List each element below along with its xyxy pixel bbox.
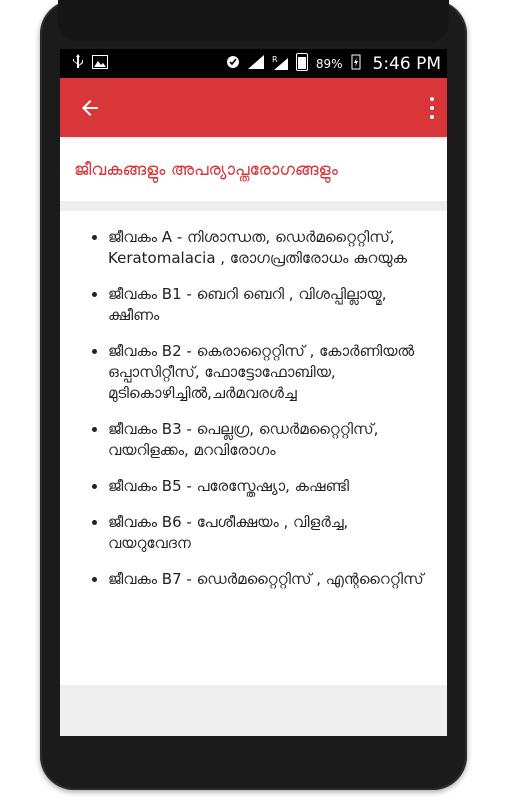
roaming-r-icon [272,54,288,74]
list-item: • ജീവകം B2 - കെരാറ്റൈറ്റിസ് , കോർണിയൽ ഒപ്പാസിറ്റീസ്, ഫോട്ടോഫോബിയ, മുടികൊഴിച്ചിൽ,ചർമവരൾച്ച [108,341,433,404]
list-item: • ജീവകം B7 - ഡെർമറ്റൈറ്റിസ് , എന്ററൈറ്റിസ് [108,569,433,590]
heading-card [60,139,447,201]
svg-text:R: R [271,54,278,64]
screen [60,49,447,736]
page-title: ജീവകങ്ങളും അപര്യാപ്തരോഗങ്ങളും [74,160,338,180]
arrow-back-icon[interactable] [78,96,102,120]
wifi-signal-icon [248,55,264,73]
content-card [60,211,447,685]
list-item: • ജീവകം B6 - പേശീക്ഷയം , വിളർച്ച, വയറുവേദന [108,512,433,554]
vpn-icon [226,55,240,73]
vitamin-list [74,227,433,590]
list-item: • ജീവകം B1 - ബെറി ബെറി , വിശപ്പില്ലായ്മ, ക്ഷീണം [108,284,433,326]
list-item: • ജീവകം B5 - പരേസ്തേഷ്യാ, കഷണ്ടി [108,476,433,497]
more-vert-icon[interactable] [429,97,435,119]
clock: 5:46 PM [372,53,441,74]
phone-top-cap [58,0,449,42]
image-icon [92,55,108,73]
list-item: • ജീവകം A - നിശാന്ധത, ഡെർമറ്റൈറ്റിസ്, Keratomalacia , രോഗപ്രതിരോധം കുറയുക [108,227,433,269]
usb-icon [72,54,84,74]
status-left [72,54,108,74]
app-bar [60,78,447,137]
status-bar [60,49,447,78]
charging-icon [351,54,361,74]
list-item: • ജീവകം B3 - പെല്ലഗ്ര, ഡെർമറ്റൈറ്റിസ്, വയറിളക്കം, മറവിരോഗം [108,419,433,461]
battery-icon [296,53,308,75]
battery-percent: 89% [315,56,343,71]
status-right [226,53,441,75]
